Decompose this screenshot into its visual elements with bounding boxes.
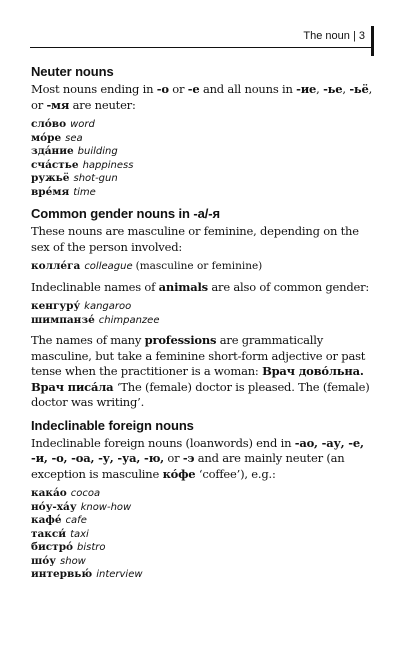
common-paragraph-1: These nouns are masculine or feminine, depending on the sex of the person involved: <box>31 224 359 254</box>
animal-examples <box>31 300 373 327</box>
example-row: сло́во word <box>31 118 95 130</box>
running-header <box>30 26 374 48</box>
neuter-examples <box>31 118 373 199</box>
example-row: колле́га colleague (masculine or feminine) <box>31 260 263 272</box>
example-row: шо́у show <box>31 554 86 567</box>
heading-common-gender: Common gender nouns in -а/-я <box>31 206 220 221</box>
header-rule-bar <box>371 26 374 56</box>
page-content <box>31 64 373 588</box>
example-row: ружьё shot-gun <box>31 172 118 184</box>
example-row: но́у-ха́у know-how <box>31 500 132 513</box>
foreign-paragraph: Indeclinable foreign nouns (loanwords) end in -ао, -ау, -е, -и, -о, -оа, -у, -уа, -ю, or -э and are mainly neuter (an exception is masculine ко́фе ‘coffee’), e.g.: <box>31 435 364 481</box>
example-row: кенгуру́ kangaroo <box>31 300 132 312</box>
example-row: зда́ние building <box>31 145 118 157</box>
example-row: кафе́ cafe <box>31 514 87 526</box>
running-title: The noun | 3 <box>303 30 365 42</box>
example-row: интервью́ interview <box>31 568 143 580</box>
common-example-1 <box>31 260 373 274</box>
foreign-examples <box>31 487 373 582</box>
example-row: такси́ taxi <box>31 527 89 540</box>
example-row: кака́о cocoa <box>31 487 101 499</box>
heading-neuter-nouns: Neuter nouns <box>31 64 114 79</box>
example-row: сча́стье happiness <box>31 158 134 171</box>
example-row: бистро́ bistro <box>31 541 106 553</box>
example-row: вре́мя time <box>31 185 96 198</box>
neuter-paragraph: Most nouns ending in -о or -е and all nouns in -ие, -ье, -ьё, or -мя are neuter: <box>31 82 373 112</box>
common-paragraph-2: Indeclinable names of animals are also of common gender: <box>31 279 370 294</box>
common-paragraph-3: The names of many professions are grammatically masculine, but take a feminine short-form adjective or past tense when the practitioner is a woman: Врач дово́льна. Врач писа́ла ‘The (female) doctor is pleased. The (female) doctor was writing’. <box>31 333 370 409</box>
heading-indeclinable-foreign: Indeclinable foreign nouns <box>31 417 194 433</box>
example-row: мо́ре sea <box>31 131 83 144</box>
example-row: шимпанзе́ chimpanzee <box>31 313 160 326</box>
